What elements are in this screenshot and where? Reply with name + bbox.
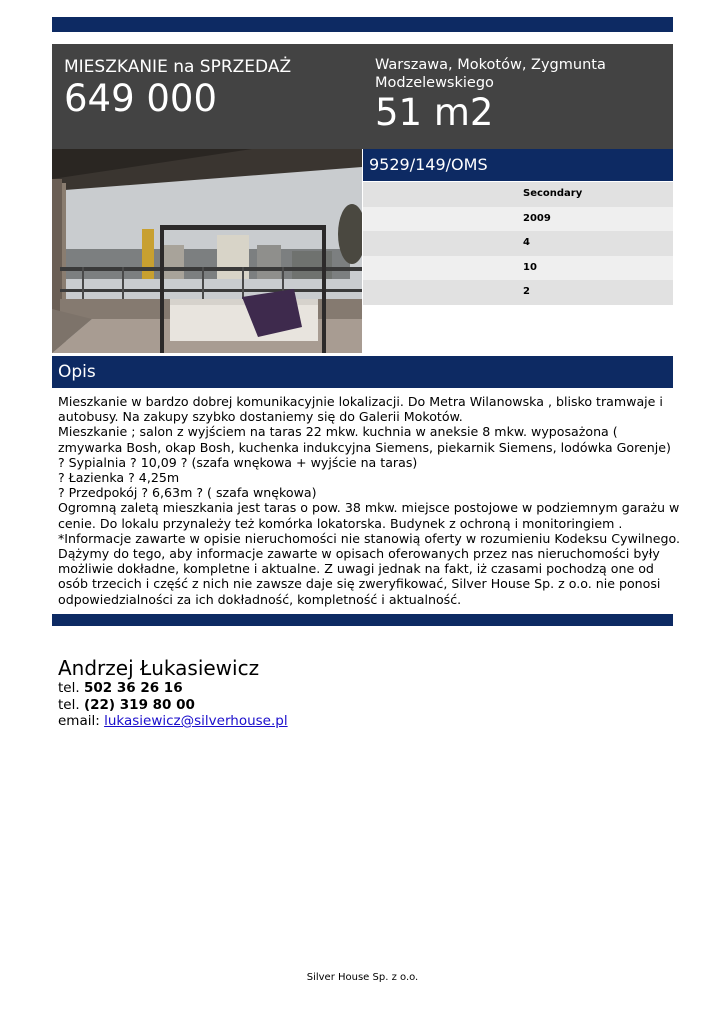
email-label: email:	[58, 713, 100, 729]
agent-contact	[58, 656, 658, 730]
param-value: Secondary	[523, 188, 583, 199]
description-line: Mieszkanie ; salon z wyjściem na taras 22 mkw. kuchnia w aneksie 8 mkw. wyposażona (	[58, 424, 618, 440]
description-line: Mieszkanie w bardzo dobrej komunikacyjnie lokalizacji. Do Metra Wilanowska , blisko tramwaje i	[58, 394, 663, 409]
description-line: osób trzecich i część z nich nie zawsze daje się zweryfikować, Silver House Sp. z o.o. nie ponosi	[58, 576, 661, 592]
param-row	[363, 231, 673, 256]
top-banner-bar	[52, 17, 673, 32]
listing-location: Warszawa, Mokotów, Zygmunta Modzelewskiego	[375, 57, 606, 91]
param-row	[363, 207, 673, 232]
description-line: zmywarka Bosh, okap Bosh, kuchenka indukcyjna Siemens, piekarnik Siemens, lodówka Gorenje)	[58, 439, 671, 455]
description-line: ? Przedpokój ? 6,63m ? ( szafa wnękowa)	[58, 485, 317, 501]
description-line: ? Sypialnia ? 10,09 ? (szafa wnękowa + wyjście na taras)	[58, 454, 418, 470]
property-photo	[52, 149, 362, 353]
header-left	[64, 56, 364, 120]
listing-price: 649 000	[64, 77, 218, 120]
param-value: 4	[523, 237, 530, 248]
agent-phone-line	[58, 680, 658, 697]
agent-phone-landline[interactable]: (22) 319 80 00	[83, 696, 195, 713]
listing-type: MIESZKANIE na SPRZEDAŻ	[64, 57, 292, 77]
tel-label: tel.	[58, 696, 80, 713]
balcony-photo-illustration	[52, 149, 362, 353]
description-line: odpowiedzialności za ich dokładność, kompletność i aktualność.	[58, 591, 462, 607]
agent-name: Andrzej Łukasiewicz	[58, 656, 260, 680]
description-line: możliwie dokładne, kompletne i aktualne. Z uwagi jednak na fakt, iż czasami pochodzą one od	[58, 561, 654, 577]
param-row	[363, 182, 673, 207]
description-line: cenie. Do lokalu przynależy też komórka lokatorska. Budynek z ochroną i monitoringiem .	[58, 515, 623, 531]
description-heading: Opis	[52, 356, 673, 388]
tel-label: tel.	[58, 680, 80, 696]
param-value: 10	[523, 261, 537, 273]
description-text	[58, 394, 681, 607]
description-line: *Informacje zawarte w opisie nieruchomości nie stanowią oferty w rozumieniu Kodeksu Cywilnego.	[58, 530, 681, 546]
listing-header	[52, 44, 673, 149]
reference-number: 9529/149/OMS	[363, 149, 673, 181]
param-row	[363, 280, 673, 305]
footer-company: Silver House Sp. z o.o.	[306, 972, 419, 983]
agent-phone-mobile[interactable]: 502 36 26 16	[83, 680, 183, 696]
listing-area: 51 m2	[375, 91, 494, 134]
param-row	[363, 256, 673, 281]
description-line: ? Łazienka ? 4,25m	[58, 470, 180, 486]
description-line: Ogromną zaletą mieszkania jest taras o pow. 38 mkw. miejsce postojowe w podziemnym garażu w	[58, 500, 680, 516]
description-line: autobusy. Na zakupy szybko dostaniemy się do Galerii Mokotów.	[58, 409, 463, 425]
param-value: 2009	[523, 212, 551, 224]
agent-email-link[interactable]: lukasiewicz@silverhouse.pl	[104, 713, 288, 729]
section-divider-bar	[52, 614, 673, 626]
description-line: Dążymy do tego, aby informacje zawarte w opisach oferowanych przez nas nieruchomości były	[58, 546, 660, 562]
agent-email-line	[58, 713, 658, 730]
agent-phone-line	[58, 697, 658, 714]
param-value: 2	[523, 286, 530, 297]
parameters-table	[363, 182, 673, 305]
header-right	[375, 56, 665, 134]
